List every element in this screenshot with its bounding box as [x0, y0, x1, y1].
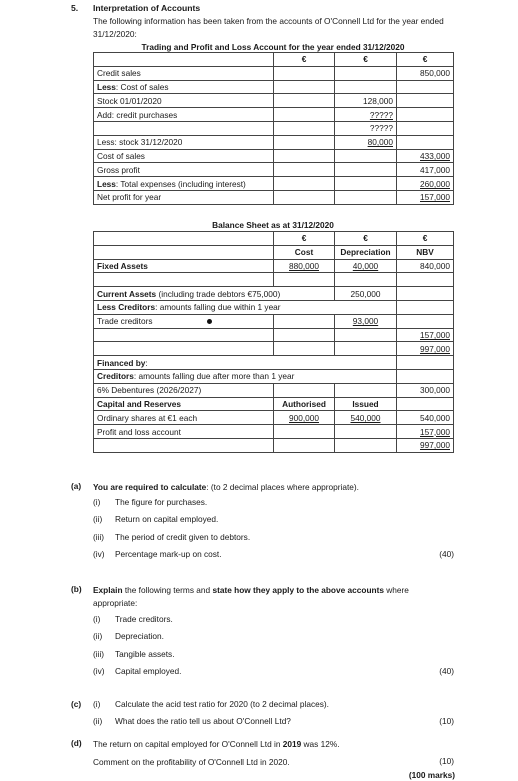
table-row: [94, 356, 454, 370]
header-cell: €: [397, 53, 454, 67]
table-row: [94, 300, 454, 314]
table-row: [94, 342, 454, 356]
row-label: Less Creditors: amounts falling due within 1 year: [94, 300, 397, 314]
row-label: Capital and Reserves: [94, 397, 274, 411]
row-value: 433,000: [397, 149, 454, 163]
part-a-lead: You are required to calculate: (to 2 decimal places where appropriate).: [93, 482, 359, 492]
trading-account-caption: Trading and Profit and Loss Account for the year ended 31/12/2020: [141, 42, 405, 52]
row-label: Less: stock 31/12/2020: [94, 135, 274, 149]
balance-sheet-table: [93, 231, 454, 453]
table-row: [94, 149, 454, 163]
table-row: [94, 369, 454, 383]
row-value: 93,000: [335, 314, 397, 328]
list-item: (i) Calculate the acid test ratio for 2020 (to 2 decimal places).: [93, 699, 329, 709]
part-a-list: [93, 497, 463, 567]
table-row: [94, 177, 454, 191]
row-value: 157,000: [397, 328, 454, 342]
row-value: 417,000: [397, 163, 454, 177]
row-label: Less: Total expenses (including interest): [94, 177, 274, 191]
row-label: Ordinary shares at €1 each: [94, 411, 274, 425]
table-row: [94, 80, 454, 94]
table-row: [94, 135, 454, 149]
part-b-marks: (40): [439, 666, 454, 676]
list-item: (ii) Return on capital employed.: [93, 514, 219, 525]
header-cell: €: [335, 53, 397, 67]
trading-account-table: [93, 52, 454, 205]
total-marks: (100 marks): [408, 770, 455, 780]
row-label: Credit sales: [94, 66, 274, 80]
row-value: 250,000: [335, 287, 397, 301]
header-cell: NBV: [397, 245, 454, 259]
table-row: [94, 53, 454, 67]
table-row: [94, 383, 454, 397]
part-d-marks: (10): [439, 756, 454, 766]
row-value: ?????: [335, 108, 397, 122]
table-row: [94, 411, 454, 425]
table-row: [94, 163, 454, 177]
table-row: [94, 94, 454, 108]
list-item: (iii) The period of credit given to debtors.: [93, 531, 251, 542]
table-row: [94, 190, 454, 204]
row-label: Fixed Assets: [94, 259, 274, 273]
row-value: 997,000: [397, 342, 454, 356]
part-a-label: (a): [71, 481, 82, 491]
list-item: (i) Trade creditors.: [93, 614, 173, 624]
row-value: 260,000: [397, 177, 454, 191]
part-b-list: [93, 614, 463, 684]
currency-cell: €: [274, 232, 335, 246]
row-value: 880,000: [274, 259, 335, 273]
part-c-label: (c): [71, 699, 82, 709]
row-label: Profit and loss account: [94, 425, 274, 439]
table-row: [94, 314, 454, 328]
table-row: [94, 273, 454, 287]
row-label: Stock 01/01/2020: [94, 94, 274, 108]
table-row: [94, 425, 454, 439]
part-a-marks: (40): [439, 549, 454, 559]
header-cell: [94, 53, 274, 67]
part-d-label: (d): [71, 738, 82, 748]
question-title: Interpretation of Accounts: [93, 3, 201, 13]
header-cell: €: [274, 53, 335, 67]
row-value: 300,000: [397, 383, 454, 397]
row-label: Gross profit: [94, 163, 274, 177]
table-row: [94, 328, 454, 342]
row-label: Less: Cost of sales: [94, 80, 274, 94]
row-value: 40,000: [335, 259, 397, 273]
table-row: [94, 245, 454, 259]
row-label: Creditors: amounts falling due after more than 1 year: [94, 369, 397, 383]
table-row: [94, 438, 454, 452]
list-item: (iv) Capital employed.: [93, 666, 182, 677]
row-value: ?????: [335, 121, 397, 135]
row-value: 540,000: [335, 411, 397, 425]
header-cell: Authorised: [274, 397, 335, 411]
row-value: 157,000: [397, 190, 454, 204]
header-cell: Depreciation: [335, 245, 397, 259]
row-label: Trade creditors: [94, 314, 274, 328]
table-row: [94, 232, 454, 246]
list-item: (ii) Depreciation.: [93, 631, 164, 642]
row-label: Cost of sales: [94, 149, 274, 163]
currency-cell: €: [397, 232, 454, 246]
currency-cell: €: [335, 232, 397, 246]
row-value: 128,000: [335, 94, 397, 108]
row-value: 997,000: [397, 438, 454, 452]
table-row: [94, 397, 454, 411]
row-value: 900,000: [274, 411, 335, 425]
row-label: Net profit for year: [94, 190, 274, 204]
part-c-marks: (10): [439, 716, 454, 726]
row-value: 840,000: [397, 259, 454, 273]
list-item: (i) The figure for purchases.: [93, 497, 208, 507]
part-d-line2: Comment on the profitability of O'Connell Ltd in 2020.: [93, 757, 290, 767]
list-item: (iv) Percentage mark-up on cost.: [93, 549, 222, 560]
table-row: [94, 287, 454, 301]
row-label: Current Assets (including trade debtors €75,000): [94, 287, 335, 301]
list-item: (ii) What does the ratio tell us about O'Connell Ltd?: [93, 716, 291, 727]
question-number: 5.: [71, 3, 79, 13]
part-b-lead: Explain the following terms and state how they apply to the above accounts where appropriate:: [93, 585, 409, 608]
row-label: Financed by:: [94, 356, 397, 370]
row-value: 540,000: [397, 411, 454, 425]
part-d-line1: The return on capital employed for O'Connell Ltd in 2019 was 12%.: [93, 739, 340, 749]
header-cell: Issued: [335, 397, 397, 411]
list-item: (iii) Tangible assets.: [93, 648, 175, 659]
table-row: [94, 121, 454, 135]
row-value: 80,000: [335, 135, 397, 149]
row-value: 157,000: [397, 425, 454, 439]
table-row: [94, 259, 454, 273]
part-b-label: (b): [71, 584, 82, 594]
bullet-dot-icon: [207, 319, 212, 324]
table-row: [94, 66, 454, 80]
header-cell: Cost: [274, 245, 335, 259]
part-c-list: [93, 699, 463, 734]
balance-sheet-caption: Balance Sheet as at 31/12/2020: [212, 220, 334, 230]
row-value: 850,000: [397, 66, 454, 80]
row-label: 6% Debentures (2026/2027): [94, 383, 274, 397]
table-row: [94, 108, 454, 122]
question-intro: The following information has been taken from the accounts of O'Connell Ltd for the year ended 31/12/2020:: [93, 16, 444, 39]
row-label: Add: credit purchases: [94, 108, 274, 122]
